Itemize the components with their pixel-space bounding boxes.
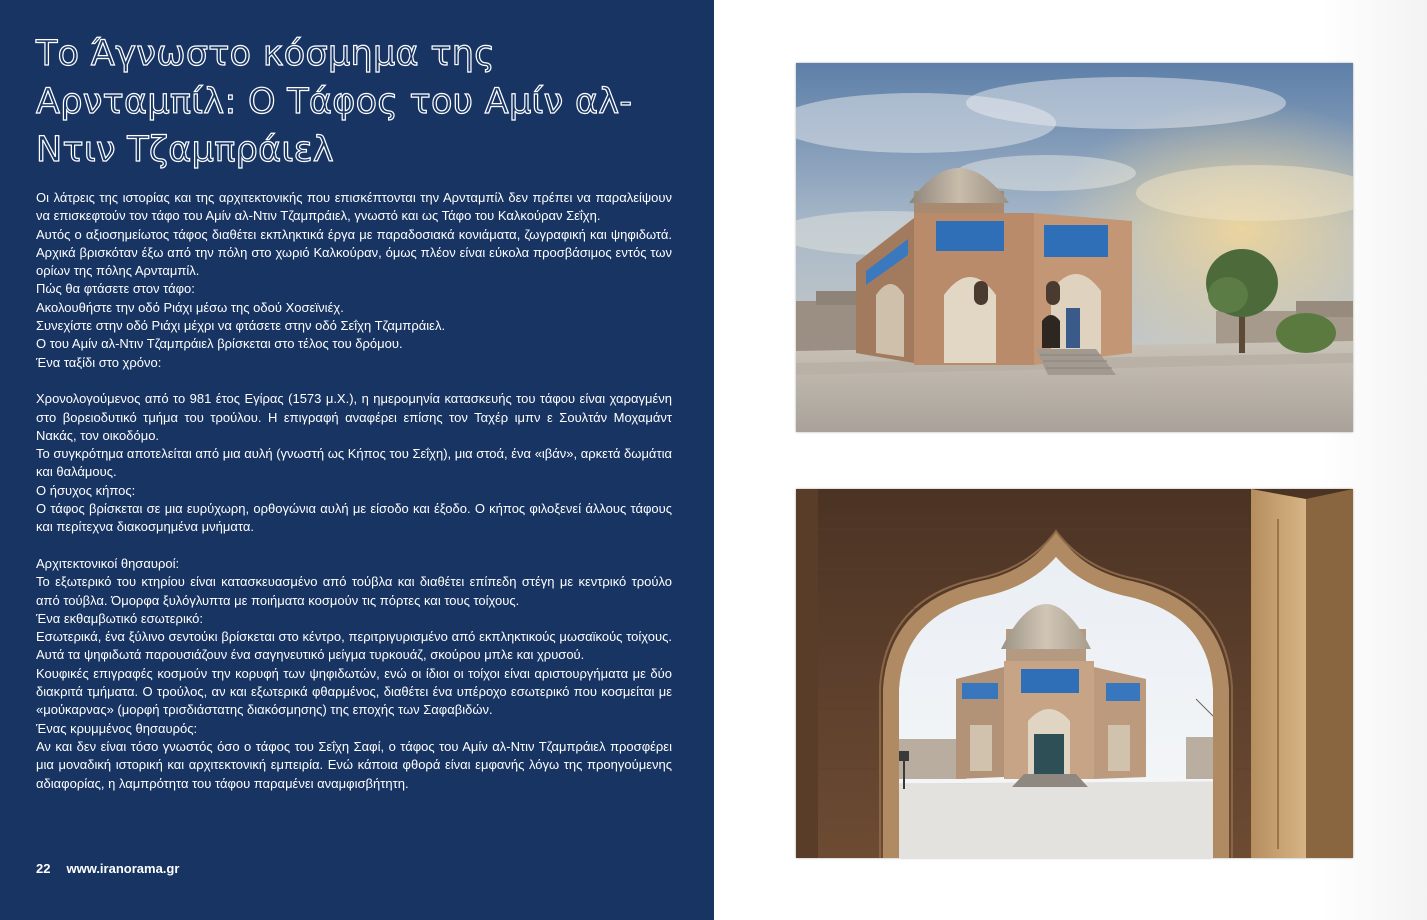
article-body	[36, 189, 672, 793]
right-page	[714, 0, 1427, 920]
website-link[interactable]: www.iranorama.gr	[66, 861, 180, 876]
heading-history: Ένα ταξίδι στο χρόνο:	[36, 354, 162, 370]
tomb-exterior-photo	[796, 63, 1353, 432]
paragraph-description: Αυτός ο αξιοσημείωτος τάφος διαθέτει εκπληκτικά έργα με παραδοσιακά κονιάματα, ζωγραφική και ψηφιδωτά. Αρχικά βρισκόταν έξω από την πόλη στο χωριό Καλκούραν, όμως πλέον είναι εύκολα προσβάσιμος εντός των ορίων της πόλης Αρνταμπίλ.	[36, 226, 672, 279]
paragraph-intro: Οι λάτρεις της ιστορίας και της αρχιτεκτονικής που επισκέπτονται την Αρνταμπίλ δεν πρέπει να παραλείψουν να επισκεφτούν τον τάφο του Αμίν αλ-Ντιν Τζαμπράιελ, γνωστό και ως Τάφο του Καλκούραν Σεΐχη.	[36, 190, 672, 224]
heading-garden: Ο ήσυχος κήπος:	[36, 482, 136, 498]
heading-hidden-treasure: Ένας κρυμμένος θησαυρός:	[36, 720, 198, 736]
paragraph-history: Χρονολογούμενος από το 981 έτος Εγίρας (1573 μ.Χ.), η ημερομηνία κατασκευής του τάφου είναι χαραγμένη στο βορειοδυτικό τμήμα του τρούλου. Η επιγραφή αναφέρει επίσης τον Ταχέρ ιμπν ε Σουλτάν Μοχαμάντ Νακάς, τον οικοδόμο.	[36, 391, 672, 443]
heading-architecture: Αρχιτεκτονικοί θησαυροί:	[36, 555, 180, 571]
spacer	[36, 537, 672, 555]
paragraph-interior: Εσωτερικά, ένα ξύλινο σεντούκι βρίσκεται στο κέντρο, περιτριγυρισμένο από εκπληκτικούς μωσαϊκούς τοίχους. Αυτά τα ψηφιδωτά παρουσιάζουν ένα σαγηνευτικό μείγμα τυρκουάζ, σκούρου μπλε και χρυσού.	[36, 629, 672, 663]
page-footer	[36, 861, 179, 876]
spacer	[36, 372, 672, 390]
direction-step-2: Συνεχίστε στην οδό Ριάχι μέχρι να φτάσετε στην οδό Σεΐχη Τζαμπράιελ.	[36, 318, 446, 334]
page-title: Το Άγνωστο κόσμημα της Αρνταμπίλ: Ο Τάφος του Αμίν αλ-Ντιν Τζαμπράιελ	[36, 34, 633, 170]
paragraph-inscriptions: Κουφικές επιγραφές κοσμούν την κορυφή των ψηφιδωτών, ενώ οι ίδιοι οι τοίχοι είναι αριστουργήματα με δύο διακριτά τμήματα. Ο τρούλος, αν και εξωτερικά φθαρμένος, διαθέτει ένα υπέροχο εσωτερικό που κοσμείται με «μούκαρνας» (μορφή τρισδιάστατης διακόσμησης) της εποχής των Σαφαβιδών.	[36, 665, 672, 718]
paragraph-complex: Το συγκρότημα αποτελείται από μια αυλή (γνωστή ως Κήπος του Σεΐχη), μια στοά, ένα «ιβάν», αρκετά δωμάτια και θαλάμους.	[36, 446, 672, 480]
heading-interior: Ένα εκθαμβωτικό εσωτερικό:	[36, 610, 204, 626]
heading-directions: Πώς θα φτάσετε στον τάφο:	[36, 281, 195, 297]
paragraph-garden: Ο τάφος βρίσκεται σε μια ευρύχωρη, ορθογώνια αυλή με είσοδο και έξοδο. Ο κήπος φιλοξενεί άλλους τάφους και περίτεχνα διακοσμημένα μνήματα.	[36, 501, 672, 535]
tomb-through-arch-photo	[796, 489, 1353, 858]
paragraph-conclusion: Αν και δεν είναι τόσο γνωστός όσο ο τάφος του Σεΐχη Σαφί, ο τάφος του Αμίν αλ-Ντιν Τζαμπράιελ προσφέρει μια μοναδική ιστορική και αρχιτεκτονική εμπειρία. Ενώ κάποια φθορά είναι εμφανής λόγω της προηγούμενης αδιαφορίας, η λαμπρότητα του τάφου παραμένει αναμφισβήτητη.	[36, 738, 672, 791]
direction-step-1: Ακολουθήστε την οδό Ριάχι μέσω της οδού Χοσεϊνιέχ.	[36, 299, 344, 315]
page-number: 22	[36, 861, 51, 876]
paragraph-architecture: Το εξωτερικό του κτηρίου είναι κατασκευασμένο από τούβλα και διαθέτει επίπεδη στέγη με κεντρικό τρούλο από τούβλα. Όμορφα ξυλόγλυπτα με ποιήματα κοσμούν τις πόρτες και τους τοίχους.	[36, 574, 672, 608]
direction-step-3: Ο του Αμίν αλ-Ντιν Τζαμπράιελ βρίσκεται στο τέλος του δρόμου.	[36, 336, 403, 352]
